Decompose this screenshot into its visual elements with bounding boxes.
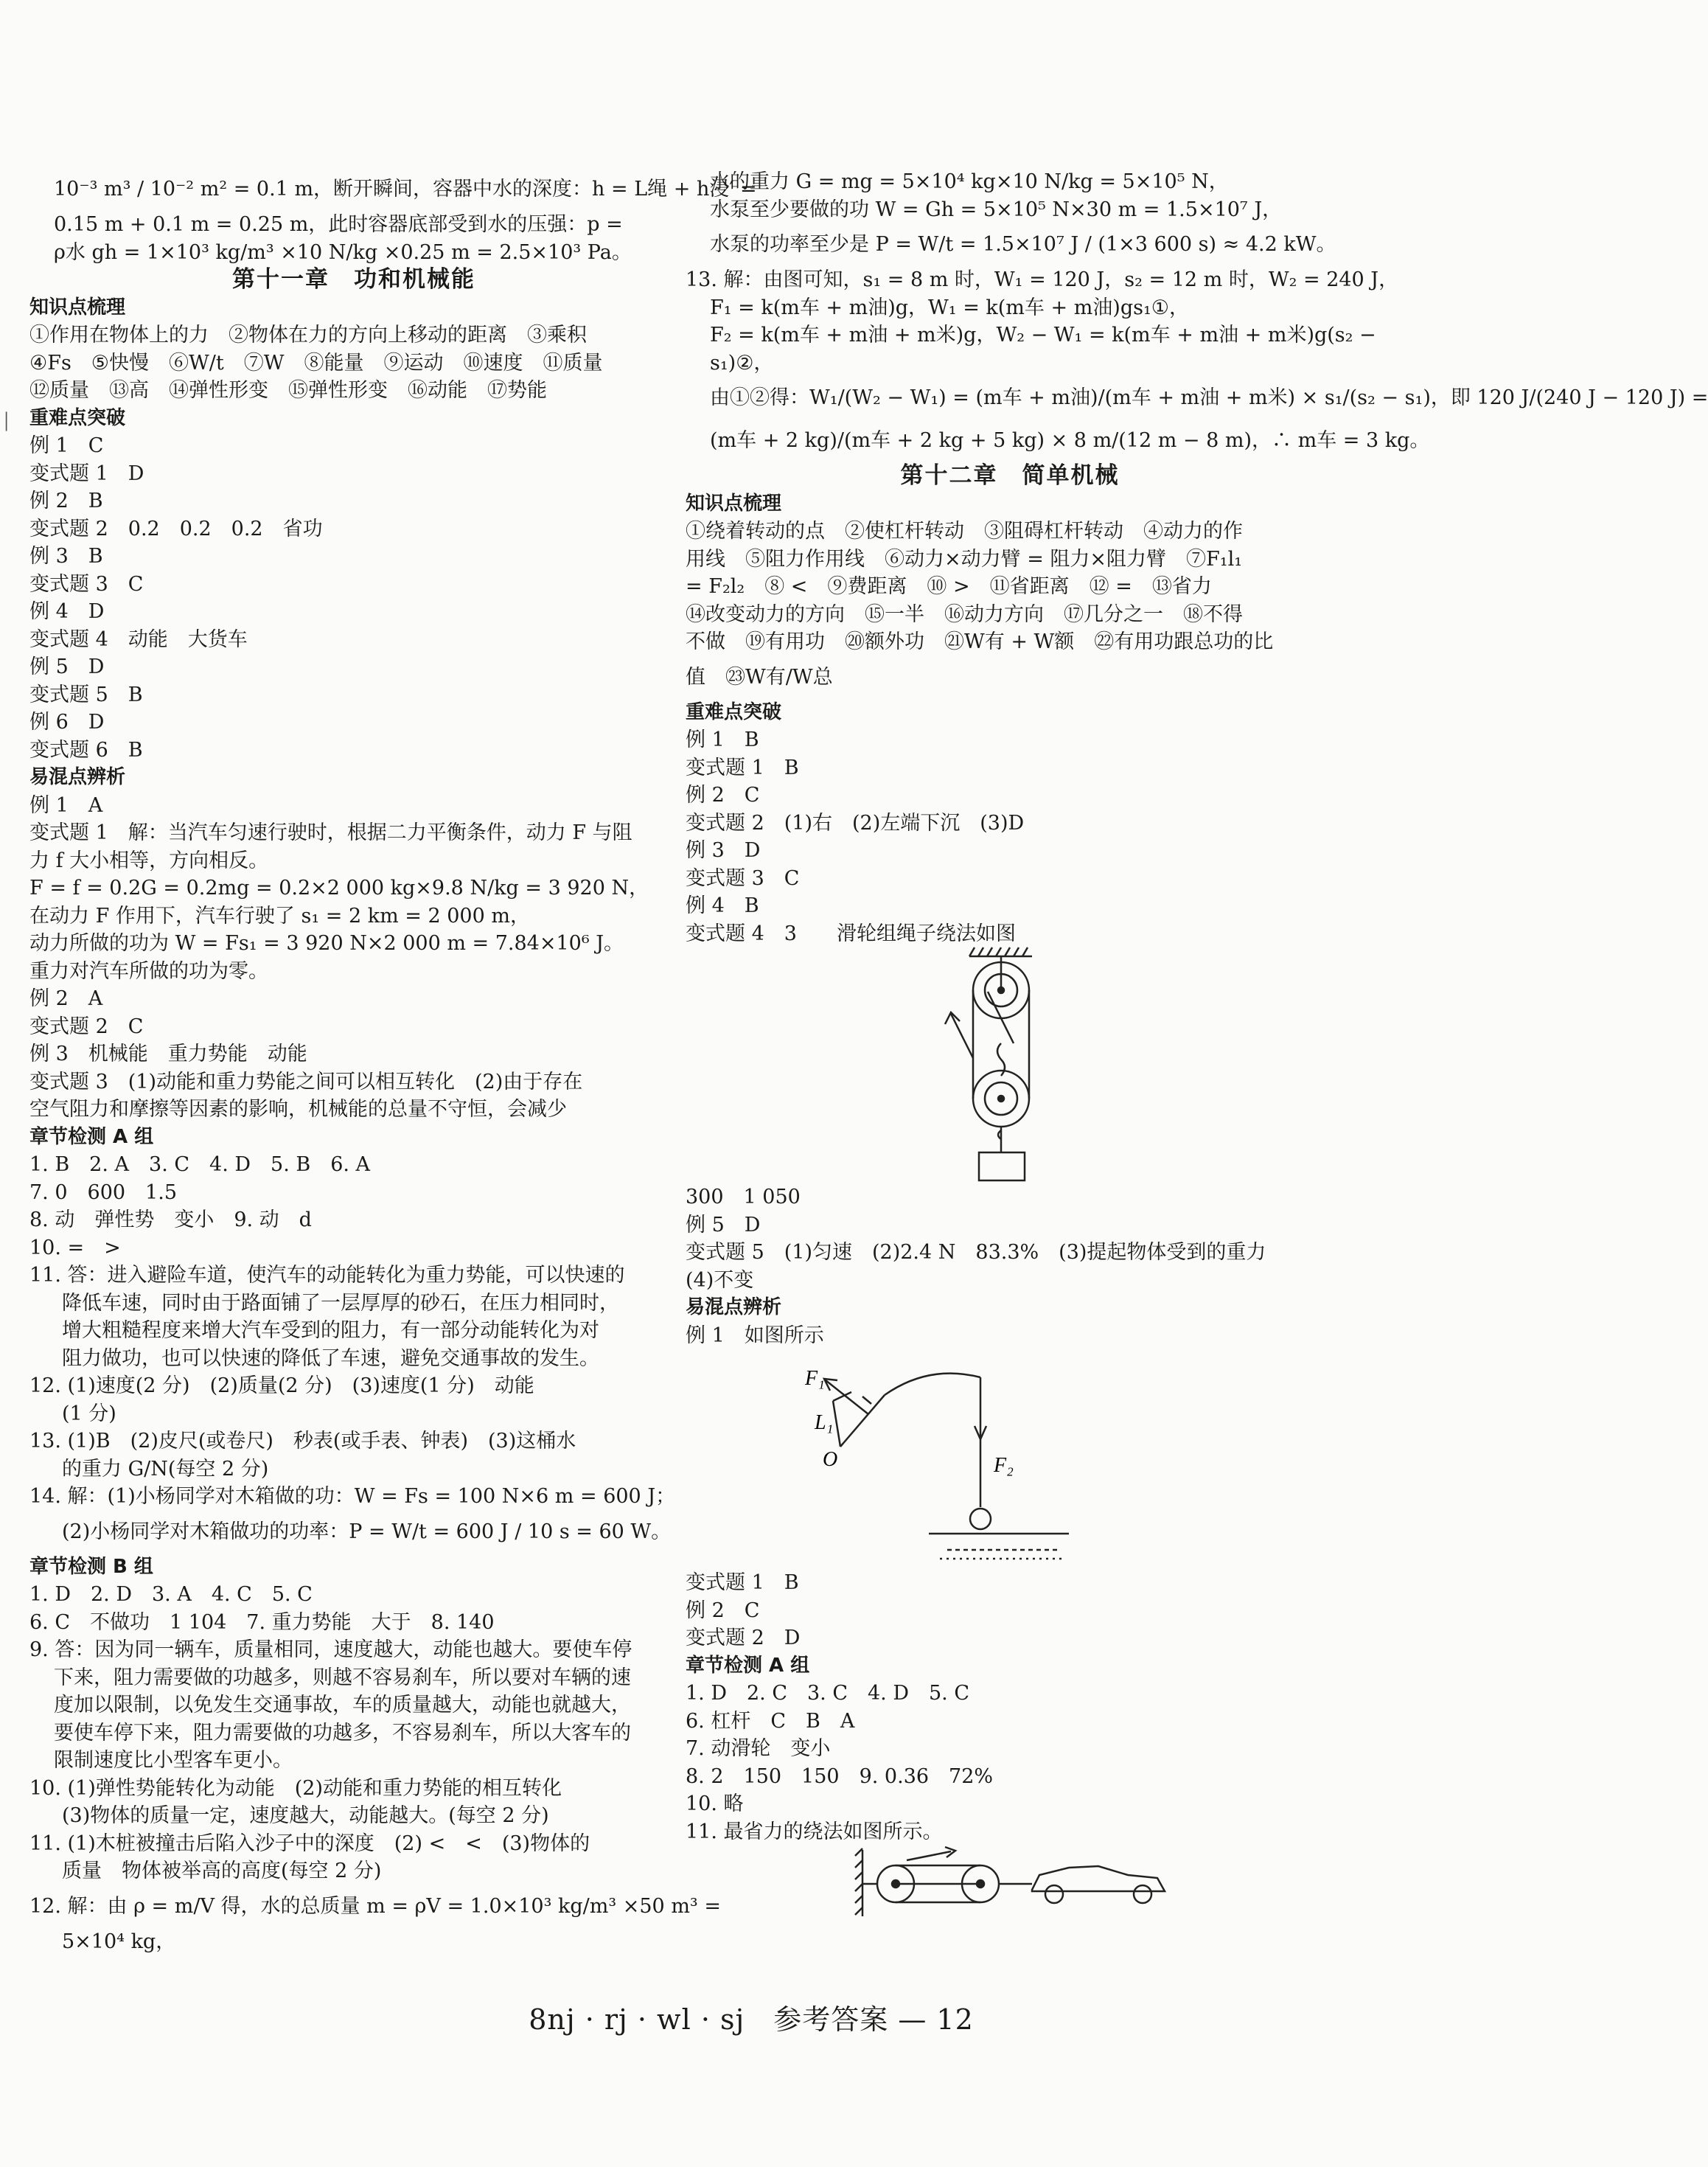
right-column: [686, 168, 1708, 1919]
left-line: 力 f 大小相等，方向相反。: [29, 849, 269, 872]
right-bottom-line: 变式题 2 D: [686, 1627, 801, 1649]
left-line: 变式题 3 (1)动能和重力势能之间可以相互转化 (2)由于存在: [29, 1070, 583, 1093]
right-top-line: 不做 ⑲有用功 ⑳额外功 ㉑W有 + W额 ㉒有用功跟总功的比: [686, 630, 1274, 653]
right-mid-block: [686, 1183, 1334, 1349]
right-top-line: 例 2 C: [686, 784, 760, 807]
left-line: 变式题 2 0.2 0.2 0.2 省功: [29, 517, 323, 540]
left-line: 重难点突破: [29, 406, 126, 429]
left-line: 13. (1)B (2)皮尺(或卷尺) 秒表(或手表、钟表) (3)这桶水: [29, 1430, 576, 1453]
left-line: 1. B 2. A 3. C 4. D 5. B 6. A: [29, 1153, 371, 1176]
right-bottom-line: 11. 最省力的绕法如图所示。: [686, 1820, 943, 1843]
right-top-line: 例 1 B: [686, 728, 759, 751]
right-mid-line: 易混点辨析: [686, 1296, 782, 1318]
left-line: 限制速度比小型客车更小。: [54, 1749, 293, 1772]
left-line: 例 3 机械能 重力势能 动能: [29, 1043, 307, 1065]
right-top-line: 由①②得：W₁/(W₂ − W₁) = (m车 + m油)/(m车 + m油 + m米) × s₁/(s₂ − s₁)，即 120 J/(240 J − 120 J) =: [710, 386, 1708, 409]
right-top-line: F₁ = k(m车 + m油)g，W₁ = k(m车 + m油)gs₁①，: [710, 296, 1190, 319]
left-line: 变式题 1 D: [29, 462, 144, 485]
left-line: 8. 动 弹性势 变小 9. 动 d: [29, 1208, 312, 1231]
left-line: 降低车速，同时由于路面铺了一层厚厚的砂石，在压力相同时，: [62, 1291, 619, 1315]
left-line: 增大粗糙程度来增大汽车受到的阻力，有一部分动能转化为对: [62, 1319, 599, 1342]
right-top-line: 水泵至少要做的功 W = Gh = 5×10⁵ N×30 m = 1.5×10⁷ J，: [710, 198, 1283, 221]
pulley-figure: [686, 947, 1334, 1183]
left-line: 10. (1)弹性势能转化为动能 (2)动能和重力势能的相互转化: [29, 1776, 562, 1800]
lever-figure: [686, 1349, 1334, 1569]
left-line: 变式题 6 B: [29, 738, 143, 762]
right-top-line: 变式题 2 (1)右 (2)左端下沉 (3)D: [686, 811, 1025, 835]
left-line: 7. 0 600 1.5: [29, 1180, 177, 1204]
right-top-line: 水泵的功率至少是 P = W/t = 1.5×10⁷ J / (1×3 600 s) ≈ 4.2 kW。: [710, 233, 1336, 256]
right-mid-line: (4)不变: [686, 1268, 754, 1292]
right-top-line: 变式题 3 C: [686, 866, 800, 890]
right-top-line: s₁)②，: [710, 351, 774, 375]
left-line: 章节检测 B 组: [29, 1555, 153, 1578]
f1-label: F₁: [805, 1367, 825, 1390]
right-top-block: [686, 168, 1708, 947]
left-line: 10⁻³ m³ / 10⁻² m² = 0.1 m，断开瞬间，容器中水的深度：h = L绳 + h浸′ =: [54, 178, 757, 201]
right-top-line: 值 ㉓W有/W总: [686, 665, 833, 689]
page-footer: 8nj · rj · wl · sj 参考答案 — 12: [529, 2003, 974, 2036]
right-top-line: ①绕着转动的点 ②使杠杆转动 ③阻碍杠杆转动 ④动力的作: [686, 520, 1243, 543]
left-line: 例 1 C: [29, 434, 104, 457]
left-line: 章节检测 A 组: [29, 1125, 154, 1148]
left-line: 在动力 F 作用下，汽车行驶了 s₁ = 2 km = 2 000 m，: [29, 904, 530, 928]
left-line: 动力所做的功为 W = Fs₁ = 3 920 N×2 000 m = 7.84×10⁶ J。: [29, 932, 624, 955]
left-line: 重力对汽车所做的功为零。: [29, 959, 268, 983]
right-top-line: 13. 解：由图可知，s₁ = 8 m 时，W₁ = 120 J，s₂ = 12 m 时，W₂ = 240 J，: [686, 268, 1399, 291]
left-line: (3)物体的质量一定，速度越大，动能越大。(每空 2 分): [62, 1804, 549, 1827]
margin-mark: │: [1, 413, 12, 431]
left-line: 易混点辨析: [29, 766, 126, 788]
right-bottom-line: 章节检测 A 组: [686, 1654, 810, 1677]
right-top-line: 例 3 D: [686, 839, 761, 862]
left-line: 例 3 B: [29, 545, 103, 568]
f2-label: F₂: [994, 1454, 1014, 1477]
left-line: 变式题 3 C: [29, 572, 144, 596]
left-line: 1. D 2. D 3. A 4. C 5. C: [29, 1583, 313, 1606]
right-bottom-line: 8. 2 150 150 9. 0.36 72%: [686, 1764, 994, 1788]
left-line: ①作用在物体上的力 ②物体在力的方向上移动的距离 ③乘积: [29, 324, 587, 347]
left-line: 5×10⁴ kg，: [62, 1930, 176, 1953]
left-line: 例 1 A: [29, 793, 103, 817]
right-mid-line: 例 1 如图所示: [686, 1323, 824, 1347]
right-bottom-line: 7. 动滑轮 变小: [686, 1737, 831, 1760]
right-top-line: 用线 ⑤阻力作用线 ⑥动力×动力臂 = 阻力×阻力臂 ⑦F₁l₁: [686, 547, 1243, 571]
left-line: 的重力 G/N(每空 2 分): [62, 1457, 269, 1481]
right-top-line: (m车 + 2 kg)/(m车 + 2 kg + 5 kg) × 8 m/(12 m − 8 m)，∴ m车 = 3 kg。: [710, 429, 1430, 452]
left-line: ④Fs ⑤快慢 ⑥W/t ⑦W ⑧能量 ⑨运动 ⑩速度 ⑪质量: [29, 351, 603, 375]
right-top-line: 变式题 1 B: [686, 756, 799, 779]
right-bottom-line: 变式题 1 B: [686, 1571, 799, 1594]
left-line: 阻力做功，也可以快速的降低了车速，避免交通事故的发生。: [62, 1346, 599, 1370]
right-top-line: = F₂l₂ ⑧ < ⑨费距离 ⑩ > ⑪省距离 ⑫ = ⑬省力: [686, 575, 1212, 598]
left-line: 例 6 D: [29, 711, 105, 734]
pivot-o-label: O: [823, 1448, 838, 1471]
left-line: 12. 解：由 ρ = m/V 得，水的总质量 m = ρV = 1.0×10³ kg/m³ ×50 m³ =: [29, 1894, 721, 1918]
right-top-line: ⑭改变动力的方向 ⑮一半 ⑯动力方向 ⑰几分之一 ⑱不得: [686, 602, 1243, 626]
right-mid-line: 300 1 050: [686, 1186, 801, 1208]
right-top-line: 变式题 4 3 滑轮组绳子绕法如图: [686, 922, 1016, 945]
left-line: F = f = 0.2G = 0.2mg = 0.2×2 000 kg×9.8 N/kg = 3 920 N，: [29, 877, 649, 900]
left-line: 知识点梳理: [29, 296, 126, 319]
left-line: 0.15 m + 0.1 m = 0.25 m，此时容器底部受到水的压强：p =: [54, 213, 623, 236]
right-bottom-line: 例 2 C: [686, 1599, 760, 1622]
left-line: 变式题 1 解：当汽车匀速行驶时，根据二力平衡条件，动力 F 与阻: [29, 821, 632, 844]
left-line: 例 5 D: [29, 655, 105, 678]
left-line: ⑫质量 ⑬高 ⑭弹性形变 ⑮弹性形变 ⑯动能 ⑰势能: [29, 379, 547, 402]
left-line: 9. 答：因为同一辆车，质量相同，速度越大，动能也越大。要使车停: [29, 1638, 632, 1661]
left-line: 要使车停下来，阻力需要做的功越多，不容易刹车，所以大客车的: [54, 1721, 631, 1745]
left-line: 14. 解：(1)小杨同学对木箱做的功：W = Fs = 100 N×6 m = 600 J；: [29, 1485, 676, 1508]
left-line: 例 2 A: [29, 987, 103, 1010]
left-line: 质量 物体被举高的高度(每空 2 分): [62, 1860, 382, 1882]
left-line: 空气阻力和摩擦等因素的影响，机械能的总量不守恒，会减少: [29, 1098, 567, 1121]
left-line: 度加以限制，以免发生交通事故，车的质量越大，动能也就越大，: [54, 1694, 631, 1716]
right-top-line: 第十二章 简单机械: [900, 462, 1120, 489]
left-line: 变式题 5 B: [29, 683, 143, 706]
right-bottom-line: 10. 略: [686, 1792, 744, 1815]
right-top-line: 例 4 B: [686, 894, 759, 917]
right-bottom-block: [686, 1569, 1334, 1846]
right-mid-line: 变式题 5 (1)匀速 (2)2.4 N 83.3% (3)提起物体受到的重力: [686, 1241, 1266, 1264]
pulley-car-figure: [686, 1846, 1334, 1919]
left-line: (1 分): [62, 1402, 116, 1425]
left-line: 12. (1)速度(2 分) (2)质量(2 分) (3)速度(1 分) 动能: [29, 1374, 534, 1397]
right-top-line: 知识点梳理: [686, 492, 782, 515]
right-top-line: 重难点突破: [686, 700, 782, 723]
left-line: 10. = >: [29, 1236, 121, 1259]
right-bottom-line: 6. 杠杆 C B A: [686, 1709, 855, 1733]
right-bottom-line: 1. D 2. C 3. C 4. D 5. C: [686, 1682, 969, 1705]
left-line: ρ水 gh = 1×10³ kg/m³ ×10 N/kg ×0.25 m = 2.5×10³ Pa。: [54, 240, 632, 264]
left-line: 6. C 不做功 1 104 7. 重力势能 大于 8. 140: [29, 1610, 495, 1634]
right-top-line: F₂ = k(m车 + m油 + m米)g，W₂ − W₁ = k(m车 + m油 + m米)g(s₂ −: [710, 324, 1376, 347]
left-line: (2)小杨同学对木箱做功的功率：P = W/t = 600 J / 10 s = 60 W。: [62, 1520, 672, 1543]
left-line: 变式题 2 C: [29, 1015, 144, 1038]
left-line: 11. 答：进入避险车道，使汽车的动能转化为重力势能，可以快速的: [29, 1264, 625, 1287]
left-line: 例 4 D: [29, 600, 105, 623]
left-line: 例 2 B: [29, 490, 103, 512]
right-top-line: 水的重力 G = mg = 5×10⁴ kg×10 N/kg = 5×10⁵ N，: [710, 170, 1229, 193]
left-line: 11. (1)木桩被撞击后陷入沙子中的深度 (2) < < (3)物体的: [29, 1832, 590, 1855]
l1-label: L₁: [815, 1411, 834, 1434]
left-line: 第十一章 功和机械能: [232, 266, 475, 293]
left-line: 下来，阻力需要做的功越多，则越不容易刹车，所以要对车辆的速: [54, 1666, 631, 1689]
left-line: 变式题 4 动能 大货车: [29, 627, 248, 651]
right-mid-line: 例 5 D: [686, 1213, 761, 1236]
